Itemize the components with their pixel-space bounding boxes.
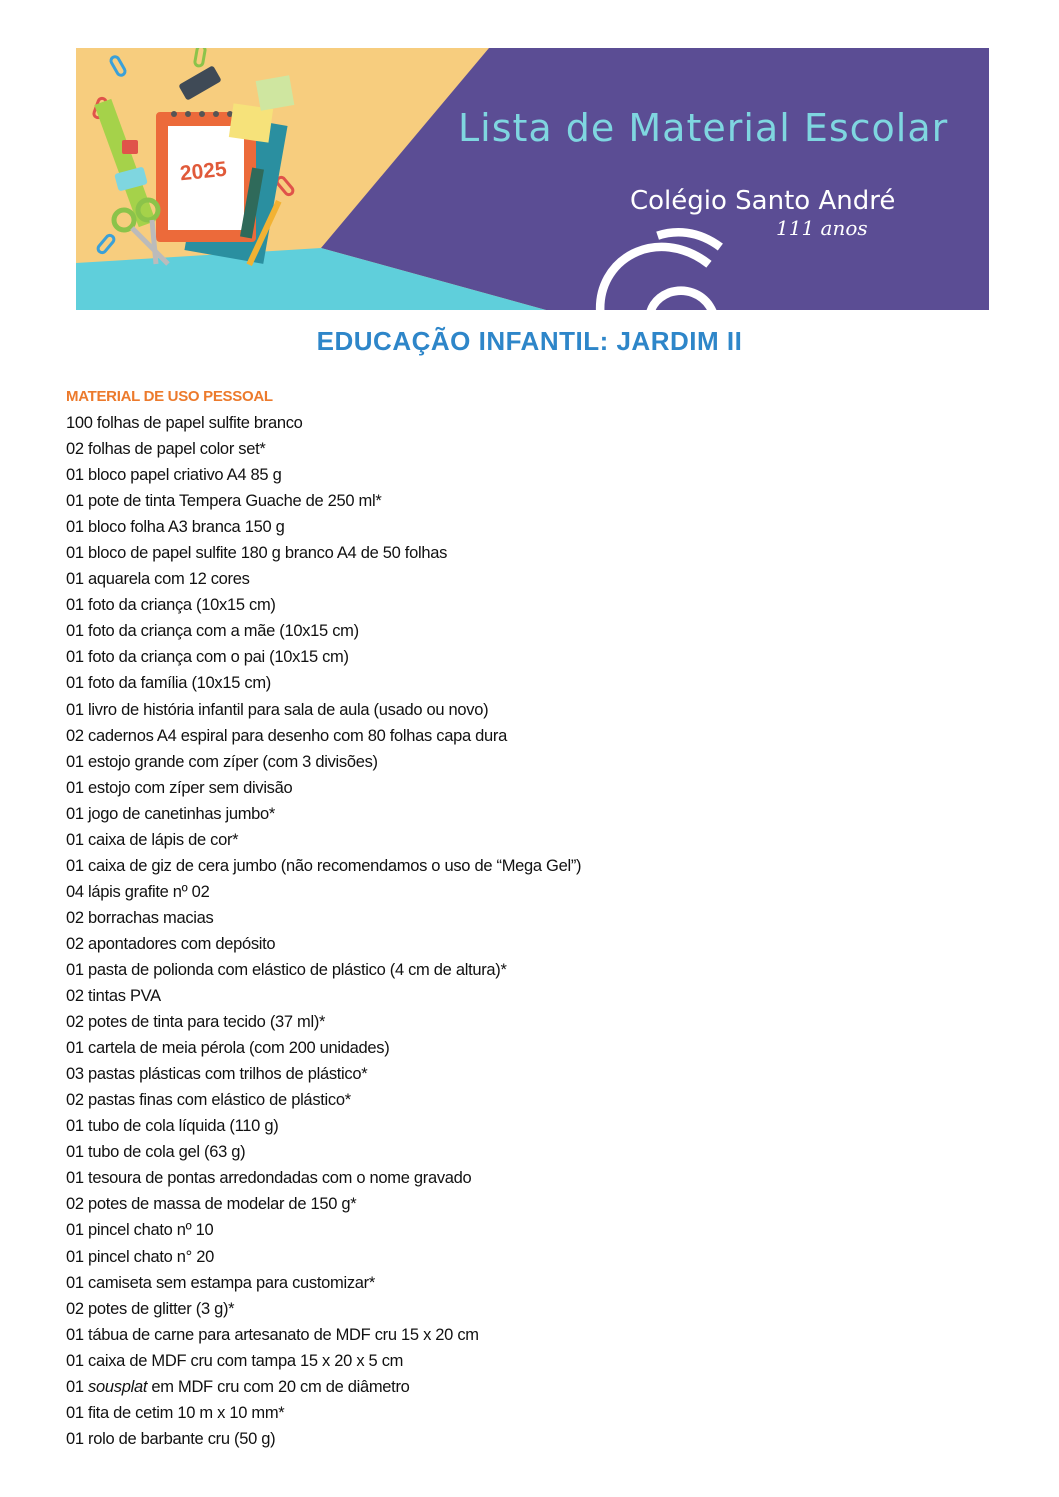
list-item: 02 folhas de papel color set* [66, 440, 266, 459]
page-title: EDUCAÇÃO INFANTIL: JARDIM II [316, 326, 743, 356]
list-item: 01 estojo grande com zíper (com 3 divisões) [66, 752, 378, 771]
list-item: 01 cartela de meia pérola (com 200 unidades) [66, 1039, 390, 1058]
list-item: 01 rolo de barbante cru (50 g) [66, 1429, 276, 1448]
list-item: 01 foto da família (10x15 cm) [66, 674, 271, 693]
list-item: 03 pastas plásticas com trilhos de plástico* [66, 1065, 368, 1084]
list-item: 01 caixa de giz de cera jumbo (não recomendamos o uso de “Mega Gel”) [66, 856, 582, 875]
school-years: 111 anos [776, 216, 868, 240]
list-item: 01 bloco papel criativo A4 85 g [66, 466, 282, 485]
list-item: 01 jogo de canetinhas jumbo* [66, 804, 276, 823]
list-item: 01 caixa de MDF cru com tampa 15 x 20 x 5 cm [66, 1351, 404, 1370]
banner-title: Lista de Material Escolar [458, 106, 949, 150]
list-item: 01 foto da criança (10x15 cm) [66, 596, 276, 615]
material-list [66, 410, 581, 1452]
list-item: 01 foto da criança com a mãe (10x15 cm) [66, 622, 359, 641]
list-item: 02 tintas PVA [66, 987, 161, 1006]
list-item: 02 cadernos A4 espiral para desenho com 80 folhas capa dura [66, 726, 507, 745]
list-item: 02 potes de tinta para tecido (37 ml)* [66, 1013, 326, 1032]
list-item: 02 borrachas macias [66, 908, 214, 927]
list-item: 02 potes de massa de modelar de 150 g* [66, 1195, 357, 1214]
list-item: 01 livro de história infantil para sala de aula (usado ou novo) [66, 700, 489, 719]
list-item: 100 folhas de papel sulfite branco [66, 414, 303, 432]
sousplat-emphasis: sousplat [88, 1377, 148, 1396]
list-item: 01 pincel chato n° 20 [66, 1247, 214, 1266]
list-item: 01 camiseta sem estampa para customizar* [66, 1273, 375, 1292]
list-item: 01 tubo de cola gel (63 g) [66, 1143, 246, 1162]
list-item: 01 foto da criança com o pai (10x15 cm) [66, 648, 349, 667]
sousplat-prefix: 01 [66, 1377, 89, 1396]
list-item: 01 tábua de carne para artesanato de MDF cru 15 x 20 cm [66, 1325, 479, 1344]
list-item: 01 estojo com zíper sem divisão [66, 778, 293, 797]
list-item: 02 pastas finas com elástico de plástico* [66, 1091, 351, 1110]
list-item: 01 bloco folha A3 branca 150 g [66, 518, 285, 537]
list-item: 01 pote de tinta Tempera Guache de 250 ml* [66, 492, 382, 511]
sousplat-suffix: em MDF cru com 20 cm de diâmetro [147, 1377, 410, 1396]
list-item: 02 apontadores com depósito [66, 934, 276, 953]
list-item: 01 tubo de cola líquida (110 g) [66, 1117, 279, 1136]
list-item: 02 potes de glitter (3 g)* [66, 1299, 235, 1318]
list-item: 01 pincel chato nº 10 [66, 1221, 214, 1240]
list-item: 01 pasta de polionda com elástico de plástico (4 cm de altura)* [66, 960, 507, 979]
section-heading: MATERIAL DE USO PESSOAL [66, 388, 273, 405]
list-item: 01 aquarela com 12 cores [66, 570, 250, 589]
calendar-year: 2025 [178, 157, 228, 186]
list-item: 01 fita de cetim 10 m x 10 mm* [66, 1403, 285, 1422]
list-item: 01 bloco de papel sulfite 180 g branco A4 de 50 folhas [66, 544, 448, 563]
list-item: 01 caixa de lápis de cor* [66, 830, 239, 849]
list-item: 01 tesoura de pontas arredondadas com o nome gravado [66, 1169, 472, 1188]
school-name: Colégio Santo André [630, 186, 896, 216]
list-item: 04 lápis grafite nº 02 [66, 882, 210, 901]
list-item-sousplat [66, 1374, 581, 1400]
header-banner [76, 48, 989, 310]
